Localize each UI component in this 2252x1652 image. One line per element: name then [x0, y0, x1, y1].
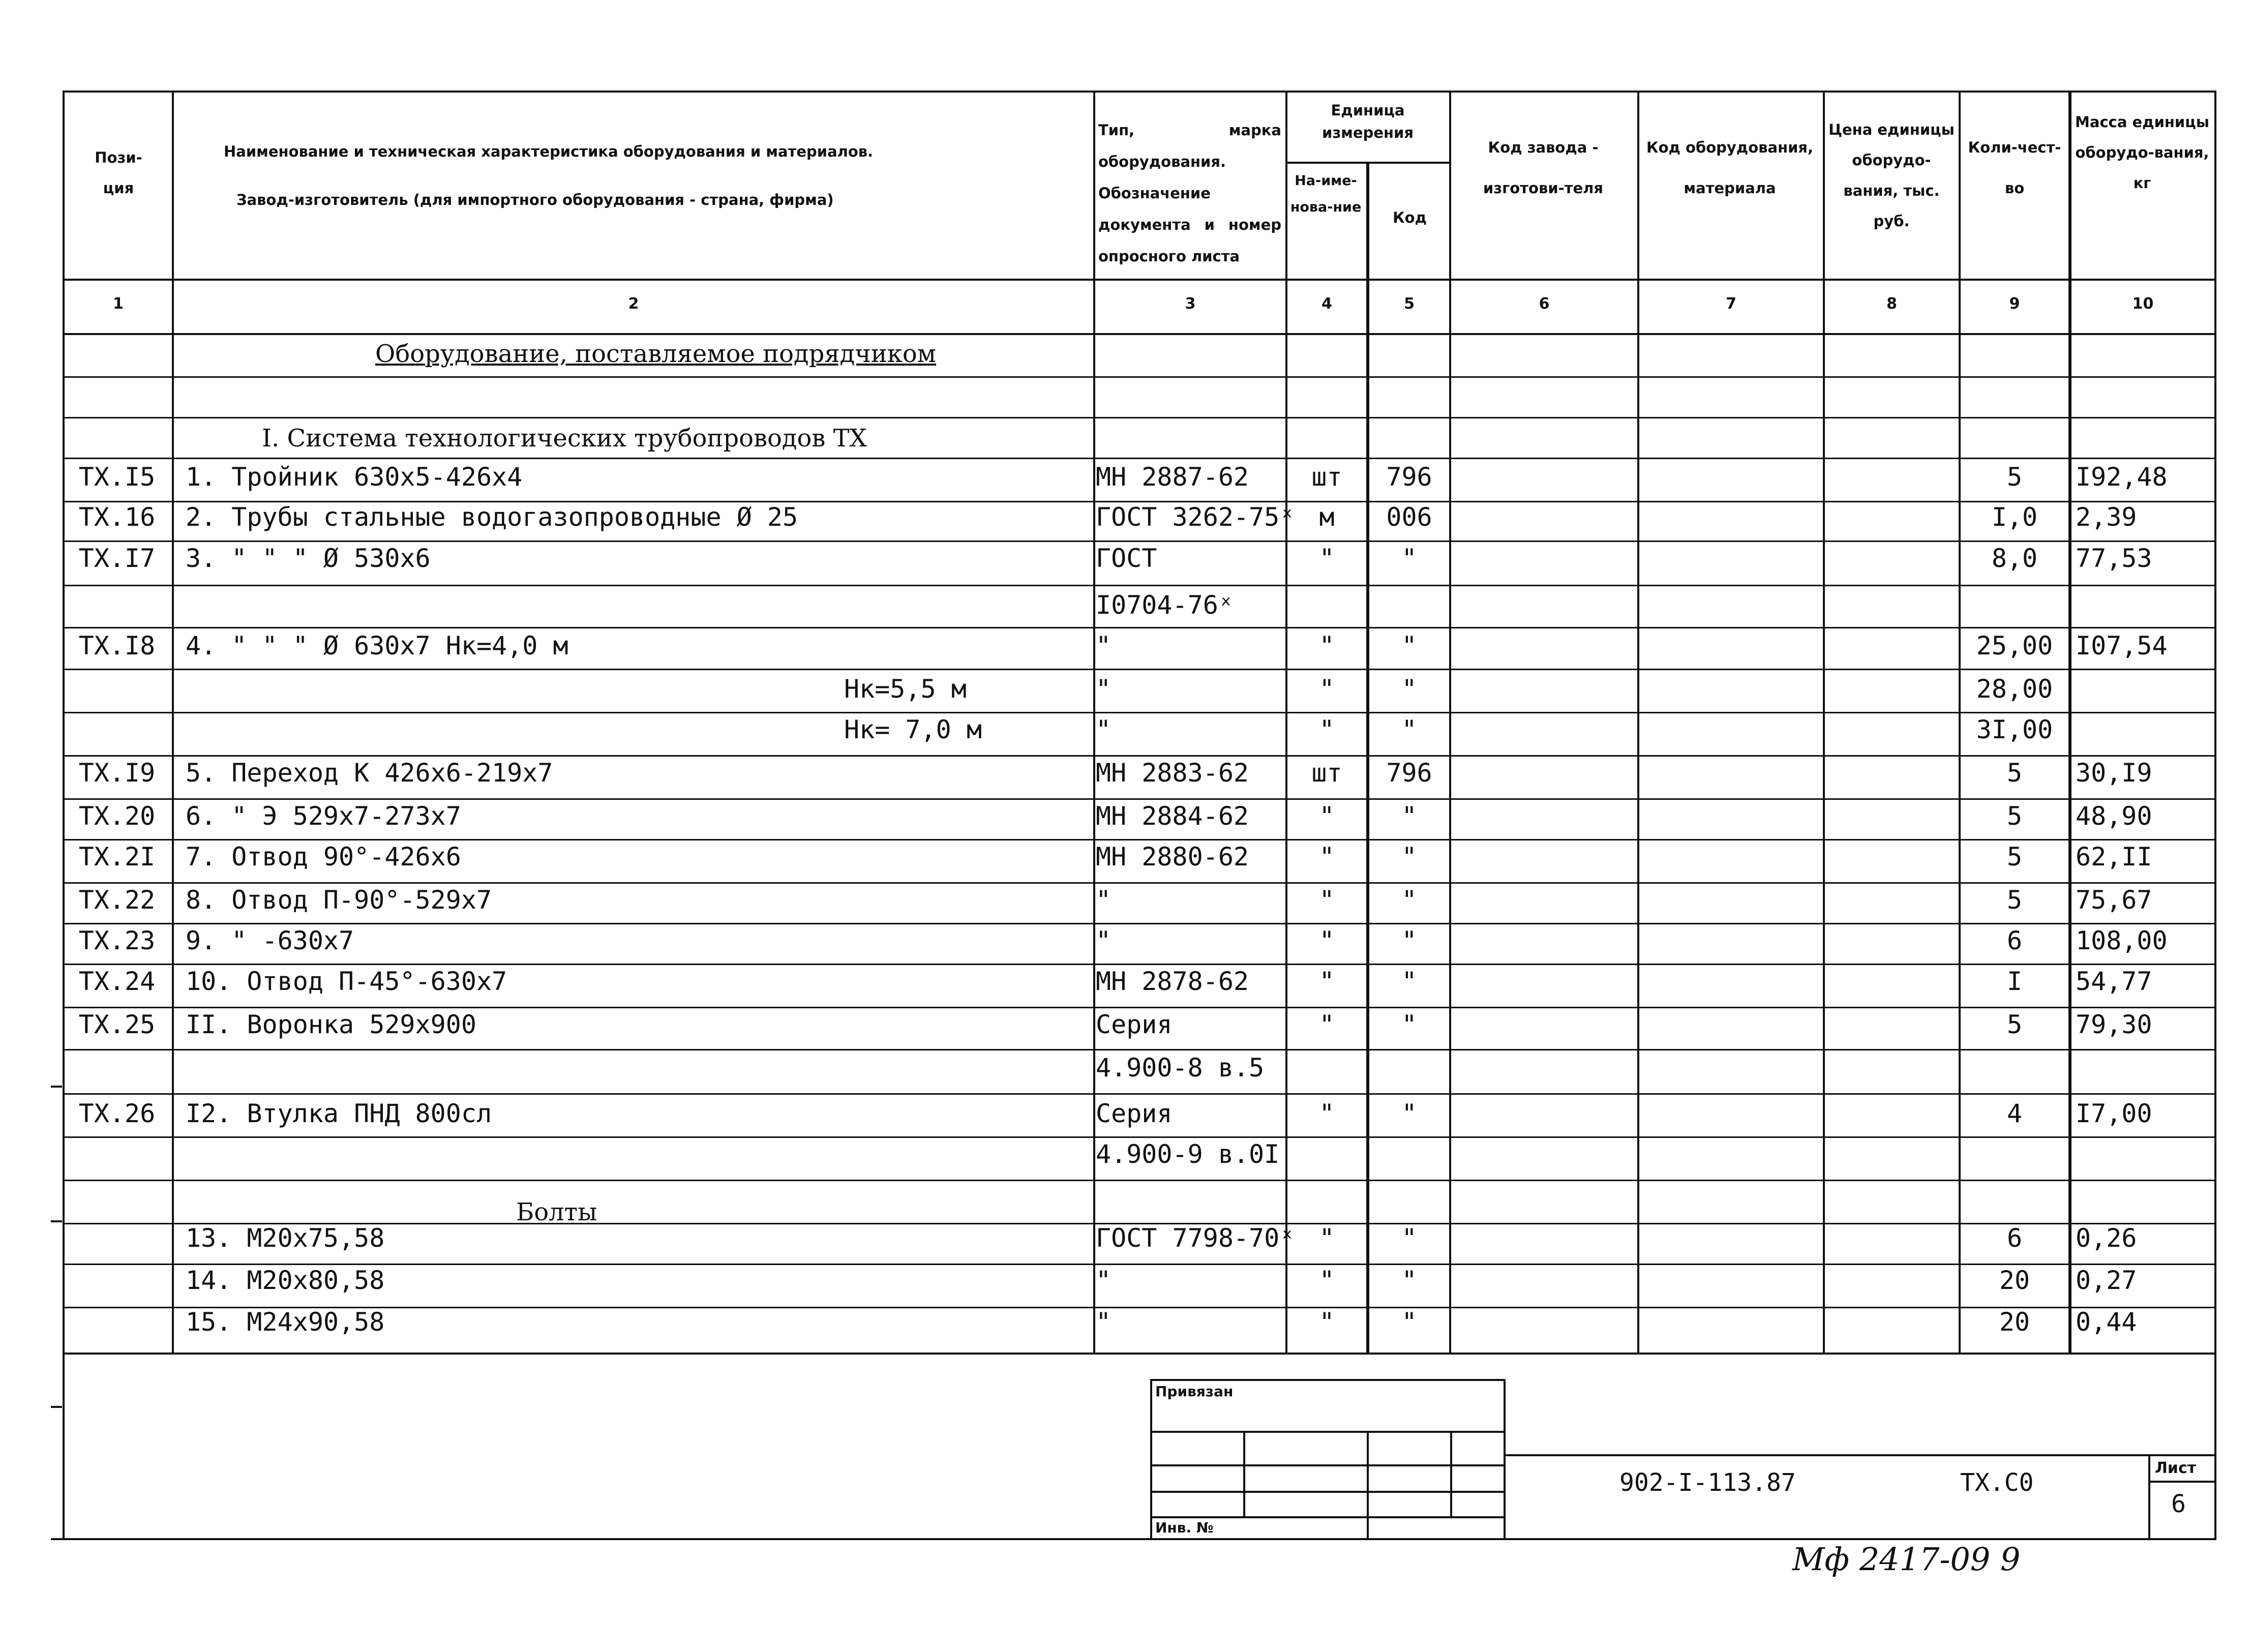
cell-qty: 5 [2006, 462, 2023, 492]
cell-type: " [1096, 885, 1112, 915]
cell-mass: 30,I9 [2076, 758, 2152, 788]
cell-pos: ТХ.16 [78, 502, 156, 532]
cell-qty: 5 [2006, 885, 2023, 915]
stamp-inner-line-3 [1450, 1431, 1452, 1516]
cell-qty: 28,00 [1976, 674, 2053, 704]
row-divider-line [63, 1007, 2216, 1008]
cell-unit: " [1319, 1223, 1335, 1253]
cell-unit: шт [1311, 462, 1342, 492]
section-bolts-title: Болты [516, 1198, 597, 1226]
row-divider-line [63, 798, 2216, 800]
row-divider-line [63, 839, 2216, 840]
stamp-inner-line-1 [1243, 1431, 1245, 1516]
sheet-label: Лист [2155, 1459, 2197, 1477]
cell-code: " [1401, 885, 1417, 915]
cell-mass: 0,26 [2076, 1223, 2137, 1253]
cell-type: " [1096, 715, 1112, 744]
doc-mark: ТХ.С0 [1960, 1468, 2034, 1497]
cell-code: " [1401, 1223, 1417, 1253]
cell-pos: ТХ.24 [78, 967, 156, 996]
cell-qty: 3I,00 [1976, 715, 2053, 744]
col-sep-9 [2068, 91, 2071, 1353]
cell-unit: " [1319, 801, 1335, 831]
cell-name: II. Воронка 529х900 [186, 1010, 476, 1039]
col-sep-4 [1366, 162, 1369, 1353]
cell-name: 1. Тройник 630х5-426х4 [186, 462, 523, 492]
row-divider-line [63, 458, 2216, 459]
cell-type: " [1096, 926, 1112, 955]
cell-code: " [1401, 1266, 1417, 1295]
stamp-line-3 [1150, 1464, 1506, 1466]
stamp-top-line [1150, 1379, 1506, 1381]
cell-type: МН 2878-62 [1096, 967, 1249, 996]
stamp-privyazan: Привязан [1155, 1383, 1234, 1400]
cell-mass: 77,53 [2076, 544, 2152, 573]
colnum-3: 3 [1185, 295, 1196, 313]
col-sep-1 [172, 91, 174, 1353]
cell-name: Hк= 7,0 м [844, 715, 982, 744]
cell-unit: " [1319, 1266, 1335, 1295]
cell-type: " [1096, 631, 1112, 660]
row-divider-line [63, 627, 2216, 628]
cell-code: " [1401, 1307, 1417, 1337]
cell-code: " [1401, 544, 1417, 573]
row-divider-line [63, 417, 2216, 418]
doc-code: 902-I-113.87 [1619, 1468, 1796, 1497]
cell-qty: 6 [2006, 1223, 2023, 1253]
cell-name: 6. " Э 529х7-273х7 [186, 801, 461, 831]
cell-pos: ТХ.26 [78, 1099, 156, 1128]
cell-type: Серия [1096, 1099, 1173, 1128]
titleblock-top-line [1504, 1454, 2216, 1456]
row-divider-line [63, 1093, 2216, 1095]
cell-mass: I92,48 [2076, 462, 2168, 492]
cell-pos: ТХ.I8 [78, 631, 156, 660]
cell-unit: " [1319, 842, 1335, 872]
header-unit-name: На-име-нова-ние [1290, 173, 1362, 215]
col-sep-5 [1449, 91, 1451, 1353]
cell-mass: 2,39 [2076, 502, 2137, 532]
cell-type: МН 2883-62 [1096, 758, 1249, 788]
stamp-line-5 [1150, 1516, 1506, 1518]
stamp-line-2 [1150, 1431, 1506, 1433]
cell-qty: 20 [1999, 1307, 2030, 1337]
cell-pos: ТХ.25 [78, 1010, 156, 1039]
cell-mass: 0,44 [2076, 1307, 2137, 1337]
frame-top-line [63, 91, 2216, 93]
cell-pos: ТХ.I7 [78, 544, 156, 573]
cell-code: 796 [1386, 758, 1432, 788]
row-divider-line [63, 585, 2216, 586]
unit-subheader-line [1285, 162, 1449, 164]
cell-code: " [1401, 674, 1417, 704]
header-bottom-line [63, 279, 2216, 281]
cell-name: 3. " " " Ø 530х6 [186, 544, 431, 573]
header-name-line2: Завод-изготовитель (для импортного оборудования - страна, фирма) [236, 191, 834, 208]
col-sep-2 [1093, 91, 1095, 1353]
cell-unit: " [1319, 544, 1335, 573]
cell-name: 9. " -630х7 [186, 926, 354, 955]
cell-mass: 79,30 [2076, 1010, 2152, 1039]
handwritten-archive-note: Мф 2417-09 9 [1792, 1541, 2021, 1578]
cell-pos: ТХ.I9 [78, 758, 156, 788]
cell-mass: 0,27 [2076, 1266, 2137, 1295]
stamp-right-line [1504, 1379, 1506, 1538]
cell-code: " [1401, 1010, 1417, 1039]
header-quantity: Коли-чест-во [1968, 139, 2061, 197]
cell-unit: " [1319, 631, 1335, 660]
cell-qty: 4 [2006, 1099, 2023, 1128]
cell-pos: ТХ.2I [78, 842, 156, 872]
cell-code: " [1401, 1099, 1417, 1128]
row-divider-line [63, 376, 2216, 378]
cell-mass: 75,67 [2076, 885, 2152, 915]
header-mass: Масса единицы оборудо-вания, кг [2075, 113, 2209, 192]
cell-unit: " [1319, 1307, 1335, 1337]
cell-unit: " [1319, 926, 1335, 955]
cell-code: " [1401, 715, 1417, 744]
cell-qty: I,0 [1991, 502, 2038, 532]
cell-qty: 6 [2006, 926, 2023, 955]
colnum-9: 9 [2009, 295, 2020, 313]
cell-name: 15. М24х90,58 [186, 1307, 385, 1337]
cell-qty: 5 [2006, 842, 2023, 872]
cell-name: I2. Втулка ПНД 800сл [186, 1099, 492, 1128]
cell-pos: ТХ.22 [78, 885, 156, 915]
cell-name: 13. М20х75,58 [186, 1223, 385, 1253]
header-type: Тип, марка оборудования. Обозначение документа и номер опросного листа [1098, 122, 1281, 265]
cell-type: Серия [1096, 1010, 1173, 1039]
cell-code: " [1401, 631, 1417, 660]
row-divider-line [63, 923, 2216, 924]
colnum-4: 4 [1322, 295, 1332, 313]
cell-mass: I07,54 [2076, 631, 2168, 660]
header-name-line1: Наименование и техническая характеристика оборудования и материалов. [224, 143, 874, 160]
cell-mass: 48,90 [2076, 801, 2152, 831]
stamp-inv-no: Инв. № [1155, 1519, 1214, 1536]
sheet-number: 6 [2171, 1490, 2186, 1518]
header-unit-code: Код [1392, 209, 1427, 226]
cell-qty: 25,00 [1976, 631, 2053, 660]
colnum-2: 2 [628, 295, 639, 313]
cell-unit: " [1319, 1010, 1335, 1039]
cell-type: " [1096, 674, 1112, 704]
cell-unit: шт [1311, 758, 1342, 788]
cell-qty: 8,0 [1991, 544, 2038, 573]
row-divider-line [63, 669, 2216, 670]
cell-name: 2. Трубы стальные водогазопроводные Ø 25 [186, 502, 798, 532]
cell-name: 8. Отвод П-90°-529х7 [186, 885, 492, 915]
cell-type: МН 2880-62 [1096, 842, 1249, 872]
sheet-box-mid-line [2148, 1481, 2216, 1483]
row-divider-line [63, 964, 2216, 965]
cell-type: ГОСТ 7798-70ˣ [1096, 1223, 1295, 1253]
sheet-box-left-line [2148, 1454, 2150, 1538]
col-sep-7 [1823, 91, 1825, 1353]
cell-type: ГОСТ [1096, 544, 1157, 573]
frame-bottom-line [51, 1538, 2216, 1540]
cell-type: I0704-76ˣ [1096, 590, 1234, 620]
cell-qty: 5 [2006, 801, 2023, 831]
cell-type: " [1096, 1266, 1112, 1295]
cell-type: 4.900-8 в.5 [1096, 1053, 1265, 1083]
colnum-bottom-line [63, 333, 2216, 335]
header-equipment-code: Код оборудования, материала [1646, 139, 1814, 197]
cell-type: " [1096, 1307, 1112, 1337]
cell-name: Hк=5,5 м [844, 674, 967, 704]
col-sep-8 [1959, 91, 1961, 1353]
cell-qty: 5 [2006, 758, 2023, 788]
cell-code: " [1401, 926, 1417, 955]
margin-tick-3 [51, 1406, 62, 1408]
cell-pos: ТХ.I5 [78, 462, 156, 492]
colnum-6: 6 [1539, 295, 1550, 313]
cell-code: " [1401, 967, 1417, 996]
cell-qty: 5 [2006, 1010, 2023, 1039]
row-divider-line [63, 1136, 2216, 1138]
cell-type: ГОСТ 3262-75ˣ [1096, 502, 1295, 532]
cell-unit: " [1319, 1099, 1335, 1128]
cell-code: " [1401, 801, 1417, 831]
stamp-inner-line-2 [1367, 1431, 1369, 1538]
cell-qty: 20 [1999, 1266, 2030, 1295]
cell-unit: " [1319, 967, 1335, 996]
cell-type: МН 2884-62 [1096, 801, 1249, 831]
cell-mass: I7,00 [2076, 1099, 2152, 1128]
cell-name: 5. Переход К 426х6-219х7 [186, 758, 553, 788]
cell-pos: ТХ.23 [78, 926, 156, 955]
col-sep-6 [1637, 91, 1639, 1353]
colnum-7: 7 [1726, 295, 1736, 313]
colnum-5: 5 [1404, 295, 1415, 313]
margin-tick-2 [51, 1220, 62, 1222]
cell-code: 796 [1386, 462, 1432, 492]
stamp-left-line [1150, 1379, 1152, 1538]
table-bottom-line [63, 1353, 2216, 1355]
cell-name: 10. Отвод П-45°-630х7 [186, 967, 507, 996]
cell-name: 7. Отвод 90°-426х6 [186, 842, 461, 872]
row-divider-line [63, 712, 2216, 713]
margin-tick-1 [51, 1086, 62, 1088]
row-divider-line [63, 1049, 2216, 1050]
section-main-title: Оборудование, поставляемое подрядчиком [375, 340, 937, 368]
cell-type: МН 2887-62 [1096, 462, 1249, 492]
cell-qty: I [2006, 967, 2023, 996]
cell-mass: 54,77 [2076, 967, 2152, 996]
cell-code: 006 [1386, 502, 1432, 532]
cell-name: 4. " " " Ø 630х7 Hк=4,0 м [186, 631, 568, 660]
row-divider-line [63, 1180, 2216, 1181]
cell-mass: 108,00 [2076, 926, 2168, 955]
header-price: Цена единицы оборудо-вания, тыс. руб. [1828, 121, 1955, 230]
header-position: Пози- ция [95, 149, 142, 197]
stamp-line-4 [1150, 1491, 1506, 1493]
cell-name: 14. М20х80,58 [186, 1266, 385, 1295]
cell-mass: 62,II [2076, 842, 2152, 872]
row-divider-line [63, 540, 2216, 542]
cell-unit: м [1319, 502, 1335, 532]
colnum-1: 1 [113, 295, 124, 313]
cell-unit: " [1319, 674, 1335, 704]
cell-type: 4.900-9 в.0I [1096, 1139, 1280, 1169]
header-factory-code: Код завода - изготови-теля [1483, 139, 1604, 197]
cell-code: " [1401, 842, 1417, 872]
row-divider-line [63, 882, 2216, 884]
cell-pos: ТХ.20 [78, 801, 156, 831]
cell-unit: " [1319, 715, 1335, 744]
colnum-8: 8 [1886, 295, 1897, 313]
cell-unit: " [1319, 885, 1335, 915]
section-system-title: I. Система технологических трубопроводов ТХ [262, 424, 867, 453]
header-unit: Единица измерения [1322, 102, 1414, 141]
row-divider-line [63, 755, 2216, 757]
colnum-10: 10 [2132, 295, 2154, 313]
